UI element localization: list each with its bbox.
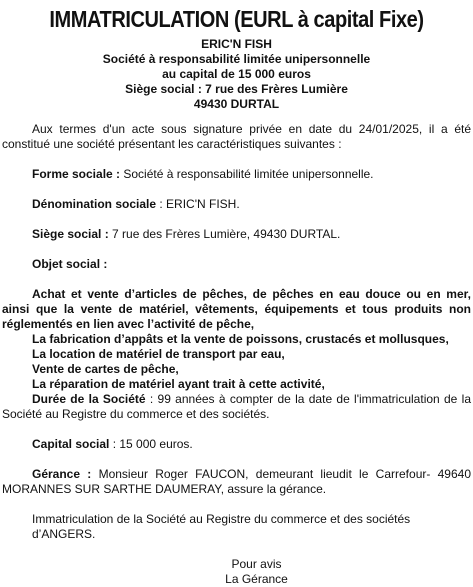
forme-value: Société à responsabilité limitée unipersonnelle. — [120, 167, 374, 181]
company-name: ERIC'N FISH — [201, 37, 272, 51]
company-form: Société à responsabilité limitée unipersonnelle — [102, 52, 371, 66]
objet-line: La réparation de matériel ayant trait à cette activité, — [32, 377, 325, 391]
duree-value: : 99 années à compter de la date de l'immatriculation de la Société au Registre du commerce et des sociétés. — [2, 392, 471, 421]
capital-social — [2, 437, 471, 452]
forme-label: Forme sociale : — [32, 167, 121, 181]
objet-line: La fabrication d’appâts et la vente de poissons, crustacés et mollusques, — [32, 332, 449, 346]
duree-sociale — [2, 392, 471, 422]
objet-line: Vente de cartes de pêche, — [32, 362, 179, 376]
objet-line: La location de matériel de transport par eau, — [32, 347, 285, 361]
intro-paragraph: Aux termes d'un acte sous signature privée en date du 24/01/2025, il a été constitué une société présentant les caractéristiques suivantes : — [2, 122, 471, 151]
objet-label: Objet social : — [32, 257, 108, 271]
immatriculation-line: Immatriculation de la Société au Registre du commerce et des sociétés d’ANGERS. — [32, 512, 411, 541]
gerance-value: Monsieur Roger FAUCON, demeurant lieudit le Carrefour- 49640 MORANNES SUR SARTHE DAUMERAY, assure la gérance. — [2, 467, 471, 496]
notice-title: IMMATRICULATION (EURL à capital Fixe) — [49, 6, 424, 32]
siege-label: Siège social : — [32, 227, 109, 241]
closing-pour-avis: Pour avis — [231, 557, 282, 571]
company-seat: Siège social : 7 rue des Frères Lumière — [125, 82, 348, 96]
duree-label: Durée de la Société — [32, 392, 146, 406]
denomination-value: : ERIC'N FISH. — [156, 197, 240, 211]
gerance — [2, 467, 471, 497]
objet-social — [2, 287, 471, 422]
capital-value: : 15 000 euros. — [109, 437, 193, 451]
siege-social — [2, 227, 471, 242]
legal-notice — [0, 6, 473, 586]
closing-signature: La Gérance — [225, 572, 288, 586]
forme-sociale — [2, 167, 471, 182]
company-capital: au capital de 15 000 euros — [162, 67, 311, 81]
capital-label: Capital social — [32, 437, 110, 451]
company-city: 49430 DURTAL — [193, 97, 280, 111]
siege-value: 7 rue des Frères Lumière, 49430 DURTAL. — [108, 227, 341, 241]
closing — [2, 557, 471, 587]
objet-line: Achat et vente d’articles de pêches, de pêches en eau douce ou en mer, ainsi que la vente de matériel, vêtements, équipements et tous produits non réglementés en lien avec l’activité de pêche, — [2, 287, 471, 331]
denomination-label: Dénomination sociale — [32, 197, 157, 211]
denomination-sociale — [2, 197, 471, 212]
company-header — [2, 37, 471, 112]
gerance-label: Gérance : — [32, 467, 92, 481]
